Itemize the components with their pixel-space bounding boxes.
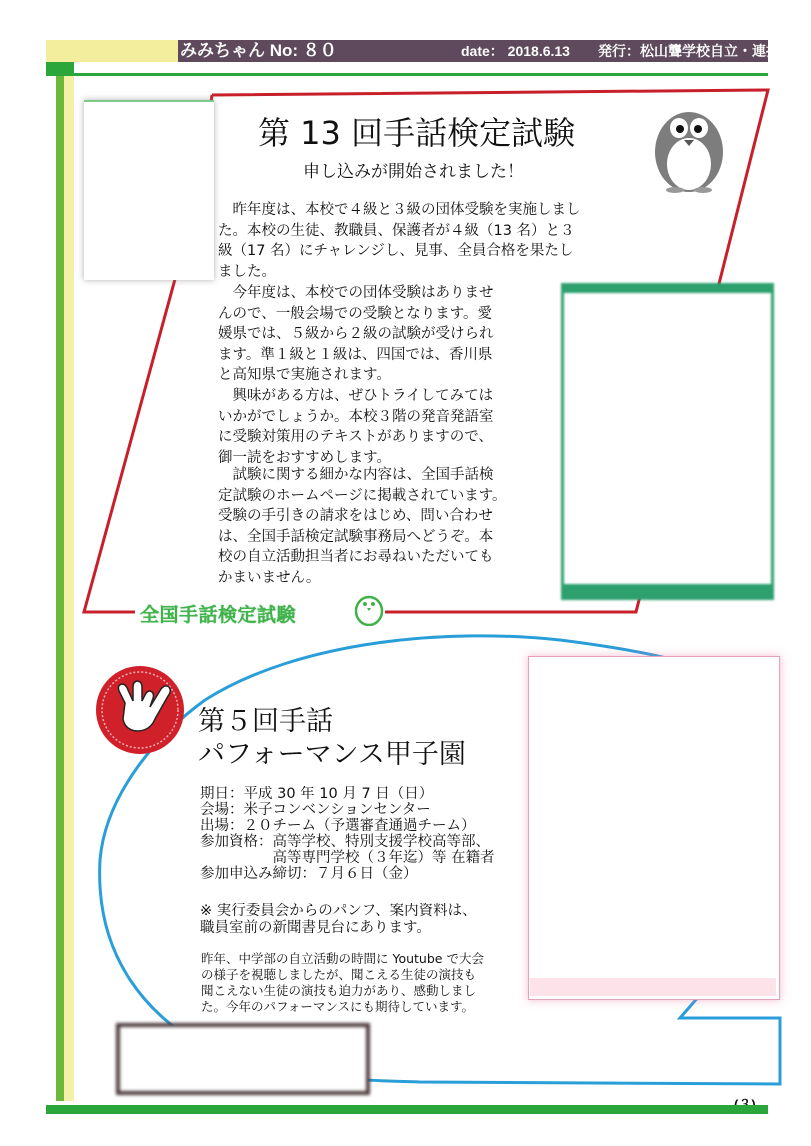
section1-subtitle: 申し込みが開始されました！ — [303, 162, 524, 182]
section1-paragraph-1 — [218, 200, 638, 282]
section1-paragraph-4 — [218, 465, 548, 588]
text-line: 今年度は、本校での団体受験はありませ — [218, 285, 494, 301]
title-line: 第５回手話 — [198, 706, 333, 737]
text-line: 校の自立活動担当者にお尋ねいただいても — [218, 549, 494, 565]
title-line: パフォーマンス甲子園 — [198, 739, 466, 770]
text-line: いかがでしょうか。本校３階の発音発語室 — [218, 408, 494, 425]
text-line: に受験対策用のテキストがありますので、 — [218, 429, 493, 445]
section1-title: 第 13 回手話検定試験 — [258, 114, 576, 152]
text-line: は、全国手話検定試験事務局へどうぞ。本 — [218, 528, 494, 545]
text-line: 興味がある方は、ぜひトライしてみては — [218, 388, 494, 404]
detail-eligibility: 参加資格：高等学校、特別支援学校高等部、 — [200, 834, 490, 850]
story-line: た。今年のパフォーマンスにも期待しています。 — [201, 999, 475, 1014]
issuer: 発行：松山聾学校自立・連携課 — [598, 43, 794, 59]
text-line: ました。 — [218, 263, 276, 280]
penguin-small-icon — [352, 592, 386, 626]
blurred-poster-image — [528, 656, 780, 1000]
detail-teams: 出場：２０チーム（予選審査通過チーム） — [200, 818, 476, 834]
brochure-note — [200, 903, 526, 937]
text-line: た。本校の生徒、教職員、保護者が４級（13 名）と３ — [218, 222, 575, 239]
newsletter-title: みみちゃん No: ８０ — [180, 41, 337, 60]
text-line: 定試験のホームページに掲載されています。 — [218, 487, 507, 504]
detail-deadline: 参加申込み締切：７月６日（金） — [200, 866, 418, 882]
text-line: 試験に関する細かな内容は、全国手話検 — [218, 467, 494, 483]
text-line: かまいません。 — [218, 569, 321, 586]
story-line: 昨年、中学部の自立活動の時間に Youtube で大会 — [201, 951, 484, 966]
text-line: 受験の手引きの請求をはじめ、問い合わせ — [218, 508, 493, 524]
section1-paragraph-3 — [218, 386, 538, 468]
section1-paragraph-2 — [218, 283, 538, 386]
issue-date: date： 2018.6.13 — [461, 43, 570, 59]
story-line: の様子を視聴しましたが、聞こえる生徒の演技も — [201, 967, 477, 982]
blurred-photo-left — [84, 100, 214, 280]
note-line: 職員室前の新聞書見台にあります。 — [200, 920, 431, 936]
footer-bar — [46, 1105, 768, 1114]
detail-venue: 会場：米子コンベンションセンター — [200, 802, 431, 818]
text-line: と高知県で実施されます。 — [218, 367, 391, 383]
section2-title — [198, 705, 528, 771]
text-line: 昨年度は、本校で４級と３級の団体受験を実施しまし — [218, 202, 581, 218]
sign-language-hand-icon — [95, 665, 185, 755]
story-line: 聞こえない生徒の演技も迫力があり、感動しまし — [201, 983, 477, 998]
detail-eligibility-cont: 高等専門学校（３年迄）等 在籍者 — [200, 850, 495, 866]
text-line: ます。準１級と１級は、四国では、香川県 — [218, 346, 493, 363]
note-line: ※ 実行委員会からのパンフ、案内資料は、 — [200, 903, 477, 919]
event-details — [200, 786, 526, 882]
penguin-icon — [648, 102, 730, 194]
section1-label: 全国手話検定試験 — [140, 604, 297, 626]
blurred-photo-bottom — [116, 1023, 370, 1095]
text-line: んので、一般会場での受験となります。愛 — [218, 305, 493, 322]
text-line: 媛県では、５級から２級の試験が受けられ — [218, 326, 494, 342]
blurred-flyer-image — [561, 283, 774, 600]
text-line: 級（17 名）にチャレンジし、見事、全員合格を果たし — [218, 243, 574, 259]
section2-story — [201, 951, 527, 1015]
detail-date: 期日：平成 30 年 10 月 7 日（日） — [200, 786, 434, 802]
blurred-poster-strip — [530, 978, 776, 996]
text-line: 御一読をおすすめします。 — [218, 449, 391, 466]
